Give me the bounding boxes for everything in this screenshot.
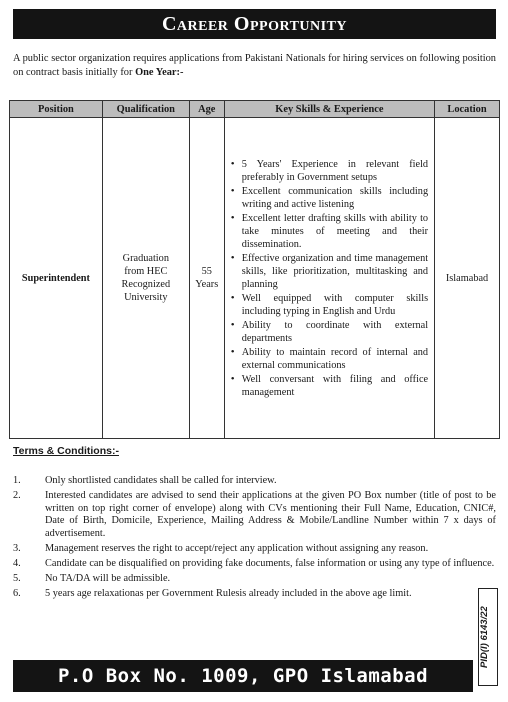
term-number: 3. xyxy=(13,542,21,554)
term-number: 1. xyxy=(13,475,21,486)
list-item: • Excellent letter drafting skills with ability to take minutes of meeting and their dissemination. xyxy=(229,212,428,251)
term-number: 5. xyxy=(13,572,21,584)
cell-position xyxy=(10,118,103,439)
list-item: • Ability to maintain record of internal and external communications xyxy=(229,346,428,372)
term-text: No TA/DA will be admissible. xyxy=(45,572,171,584)
list-item: • Ability to coordinate with external departments xyxy=(229,319,428,345)
list-item xyxy=(13,573,496,586)
term-text: Candidate can be disqualified on providing fake documents, false information or using any type of influence. xyxy=(45,557,495,569)
list-item xyxy=(13,543,496,556)
term-number: 6. xyxy=(13,587,21,599)
intro-paragraph xyxy=(13,52,496,80)
pid-stamp: PID(I) 6143/22 xyxy=(478,588,498,686)
term-text: Only shortlisted candidates shall be called for interview. xyxy=(45,475,277,486)
qualification-value: Graduation from HEC Recognized University xyxy=(121,253,171,303)
list-item: • Effective organization and time management skills, like prioritization, multitasking and planning xyxy=(229,252,428,291)
page-title: Career Opportunity xyxy=(13,9,496,39)
list-item: • Well conversant with filing and office management xyxy=(229,373,428,399)
header-qualification: Qualification xyxy=(102,101,189,118)
term-text: Management reserves the right to accept/reject any application without assigning any reason. xyxy=(45,542,429,554)
list-item xyxy=(13,490,496,540)
header-position: Position xyxy=(10,101,103,118)
cell-location xyxy=(435,118,500,439)
header-skills: Key Skills & Experience xyxy=(224,101,434,118)
term-text: Interested candidates are advised to send their applications at the given PO Box number (title of post to be written on top right corner of envelope) along with CVs mentioning their Full Name, Education, CNIC#, Date of Birth, Domicile, Experience, Mailing Address & Mobile/Landline Number within 7 x days of advertisement. xyxy=(45,489,496,539)
location-value: Islamabad xyxy=(445,272,489,284)
skills-list xyxy=(229,158,428,399)
term-number: 4. xyxy=(13,557,21,569)
list-item xyxy=(13,558,496,571)
intro-duration: One Year:- xyxy=(135,67,184,78)
cell-qualification xyxy=(102,118,189,439)
header-location: Location xyxy=(435,101,500,118)
position-value: Superintendent xyxy=(21,272,90,284)
list-item: • 5 Years' Experience in relevant field preferably in Government setups xyxy=(229,158,428,184)
list-item xyxy=(13,588,496,601)
table-header-row xyxy=(10,101,500,118)
header-age: Age xyxy=(189,101,224,118)
term-number: 2. xyxy=(13,489,21,501)
intro-text: A public sector organization requires applications from Pakistani Nationals for hiring services on following position on contract basis initially for xyxy=(13,53,496,78)
footer-address: P.O Box No. 1009, GPO Islamabad xyxy=(13,660,473,692)
terms-heading: Terms & Conditions:- xyxy=(13,445,119,457)
table-row xyxy=(10,118,500,439)
list-item: • Well equipped with computer skills including typing in English and Urdu xyxy=(229,292,428,318)
position-table xyxy=(9,100,500,439)
term-text: 5 years age relaxationas per Government Rulesis already included in the above age limit. xyxy=(45,587,412,599)
terms-list xyxy=(13,475,496,603)
cell-age xyxy=(189,118,224,439)
list-item: • Excellent communication skills including writing and active listening xyxy=(229,185,428,211)
cell-skills xyxy=(224,118,434,439)
age-value: 55 Years xyxy=(195,266,219,290)
list-item xyxy=(13,475,496,488)
